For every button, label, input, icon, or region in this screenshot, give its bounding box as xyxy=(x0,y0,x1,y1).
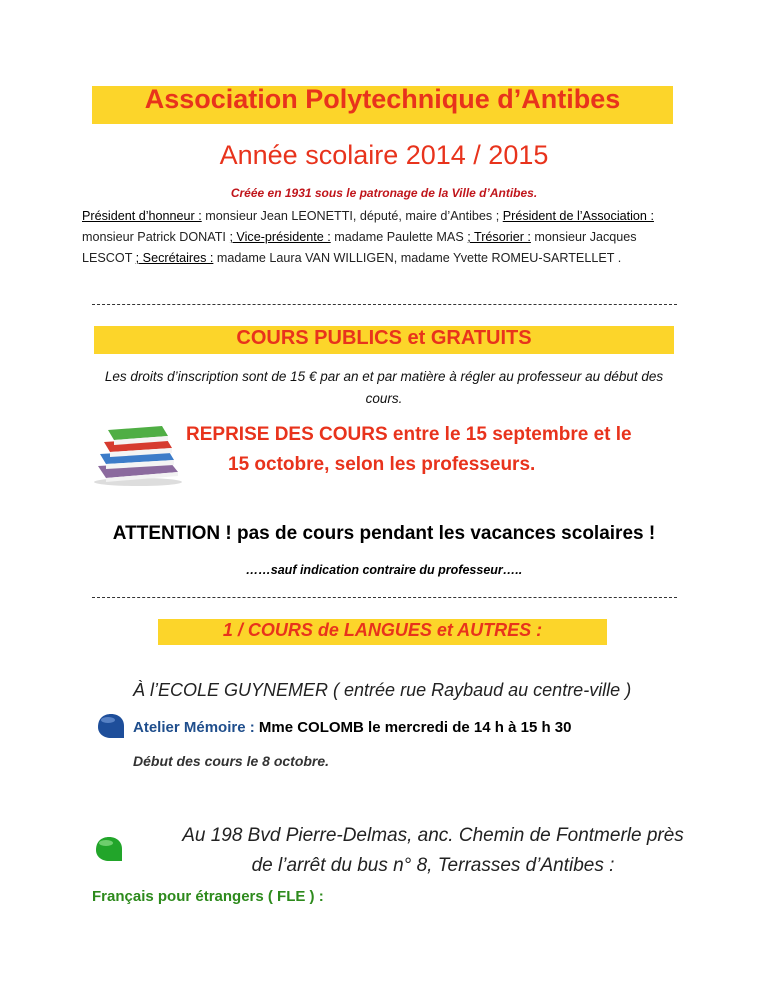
separator-2 xyxy=(92,597,677,598)
founding-note: Créée en 1931 sous le patronage de la Ville d’Antibes. xyxy=(230,186,538,200)
vice-label: ; Vice-présidente : xyxy=(229,230,331,244)
separator-1 xyxy=(92,304,677,305)
green-bubble-icon xyxy=(92,834,126,864)
officers-end: . xyxy=(617,251,622,265)
stack-of-books-icon xyxy=(88,418,188,488)
atelier-value: Mme COLOMB le mercredi de 14 h à 15 h 30 xyxy=(254,719,572,736)
officers-paragraph xyxy=(82,206,682,269)
delmas-line-1: Au 198 Bvd Pierre-Delmas, anc. Chemin de Fontmerle près xyxy=(182,825,684,846)
secretaires-label: ; Secrétaires : xyxy=(135,251,214,265)
cours-title: COURS PUBLICS et GRATUITS xyxy=(236,327,532,349)
ecole-location: À l’ECOLE GUYNEMER ( entrée rue Raybaud au centre-ville ) xyxy=(133,680,632,700)
president-label: Président de l’Association : xyxy=(502,209,654,223)
delmas-location xyxy=(133,821,733,881)
langues-title: 1 / COURS de LANGUES et AUTRES : xyxy=(222,620,543,640)
president-honneur-value: monsieur Jean LEONETTI, député, maire d’Antibes ; xyxy=(201,209,503,223)
inscription-fees: Les droits d’inscription sont de 15 € par an et par matière à régler au professeur au début des cours. xyxy=(104,369,664,406)
delmas-line-2: de l’arrêt du bus n° 8, Terrasses d’Antibes : xyxy=(251,855,615,876)
fle-heading: Français pour étrangers ( FLE ) : xyxy=(92,888,324,905)
president-value: monsieur Patrick DONATI xyxy=(82,230,230,244)
school-year: Année scolaire 2014 / 2015 xyxy=(219,140,549,170)
reprise-line-1: REPRISE DES COURS entre le 15 septembre et le xyxy=(186,424,632,445)
reprise-notice xyxy=(186,420,686,480)
vice-value: madame Paulette MAS xyxy=(330,230,468,244)
president-honneur-label: Président d’honneur : xyxy=(82,209,202,223)
tresorier-label: ; Trésorier : xyxy=(467,230,531,244)
page-title: Association Polytechnique d’Antibes xyxy=(144,84,621,114)
tresorier-value: monsieur Jacques LESCOT xyxy=(82,230,637,265)
debut-cours: Début des cours le 8 octobre. xyxy=(133,753,330,769)
secretaires-value: madame Laura VAN WILLIGEN, madame Yvette ROMEU-SARTELLET xyxy=(213,251,618,265)
attention-notice: ATTENTION ! pas de cours pendant les vacances scolaires ! xyxy=(112,523,656,544)
reprise-line-2: 15 octobre, selon les professeurs. xyxy=(228,454,536,475)
blue-bubble-icon xyxy=(94,711,128,741)
atelier-memoire xyxy=(133,719,733,736)
sauf-note: ……sauf indication contraire du professeur….. xyxy=(245,563,523,577)
atelier-label: Atelier Mémoire : xyxy=(133,719,255,736)
